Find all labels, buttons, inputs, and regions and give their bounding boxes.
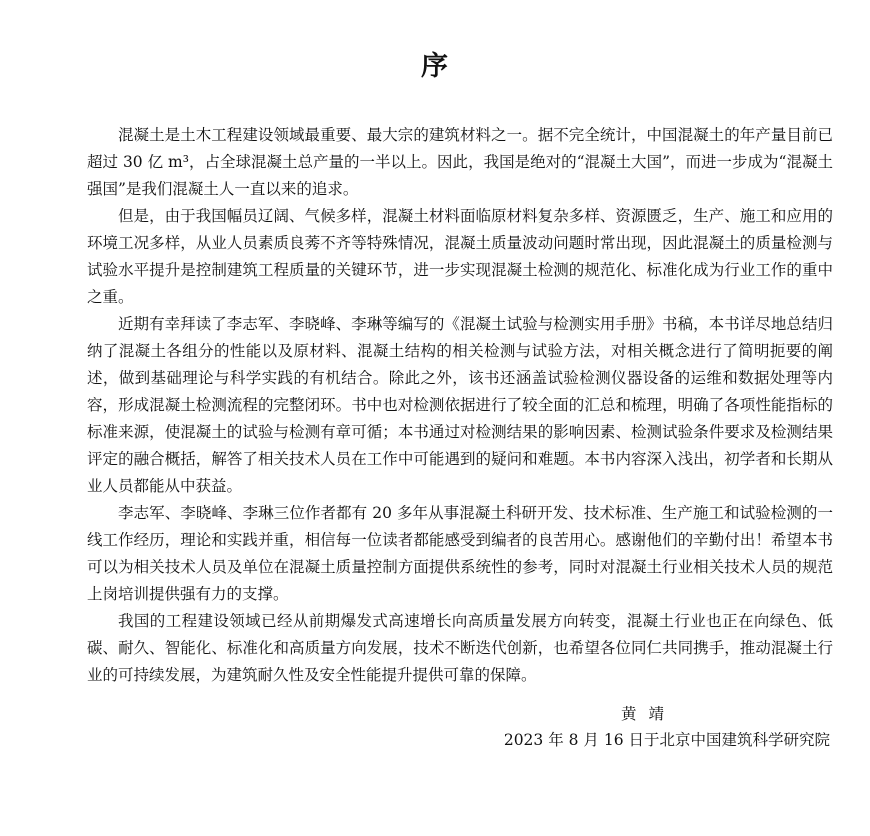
paragraph-4: 李志军、李晓峰、李琳三位作者都有 20 多年从事混凝土科研开发、技术标准、生产施工和试验检测的一线工作经历，理论和实践并重，相信每一位读者都能感受到编者的良苦用心。感谢他们的辛勤付出！希望本书可以为相关技术人员及单位在混凝土质量控制方面提供系统性的参考，同时对混凝土行业相关技术人员的规范上岗培训提供强有力的支撑。 bbox=[87, 504, 833, 603]
paragraph-1: 混凝土是土木工程建设领域最重要、最大宗的建筑材料之一。据不完全统计，中国混凝土的年产量目前已超过 30 亿 m³，占全球混凝土总产量的一半以上。因此，我国是绝对的“混凝土大国”，而进一步成为“混凝土强国”是我们混凝土人一直以来的追求。 bbox=[87, 126, 833, 198]
paragraph-3: 近期有幸拜读了李志军、李晓峰、李琳等编写的《混凝土试验与检测实用手册》书稿，本书详尽地总结归纳了混凝土各组分的性能以及原材料、混凝土结构的相关检测与试验方法，对相关概念进行了简明扼要的阐述，做到基础理论与科学实践的有机结合。除此之外，该书还涵盖试验检测仪器设备的运维和数据处理等内容，形成混凝土检测流程的完整闭环。书中也对检测依据进行了较全面的汇总和梳理，明确了各项性能指标的标准来源，使混凝土的试验与检测有章可循；本书通过对检测结果的影响因素、检测试验条件要求及检测结果评定的融合概括，解答了相关技术人员在工作中可能遇到的疑问和难题。本书内容深入浅出，初学者和长期从业人员都能从中获益。 bbox=[87, 315, 833, 495]
author-name: 黄靖 bbox=[620, 705, 676, 723]
paragraph-5: 我国的工程建设领域已经从前期爆发式高速增长向高质量发展方向转变，混凝土行业也正在向绿色、低碳、耐久、智能化、标准化和高质量方向发展，技术不断迭代创新，也希望各位同仁共同携手，推动混凝土行业的可持续发展，为建筑耐久性及安全性能提升提供可靠的保障。 bbox=[87, 612, 833, 684]
paragraph-2: 但是，由于我国幅员辽阔、气候多样，混凝土材料面临原材料复杂多样、资源匮乏，生产、施工和应用的环境工况多样，从业人员素质良莠不齐等特殊情况，混凝土质量波动问题时常出现，因此混凝土的质量检测与试验水平提升是控制建筑工程质量的关键环节，进一步实现混凝土检测的规范化、标准化成为行业工作的重中之重。 bbox=[87, 207, 833, 306]
signature-block bbox=[504, 701, 830, 753]
page-title: 序 bbox=[421, 51, 449, 82]
preface-body bbox=[87, 122, 833, 689]
date-place-line: 2023 年 8 月 16 日于北京中国建筑科学研究院 bbox=[503, 731, 830, 749]
